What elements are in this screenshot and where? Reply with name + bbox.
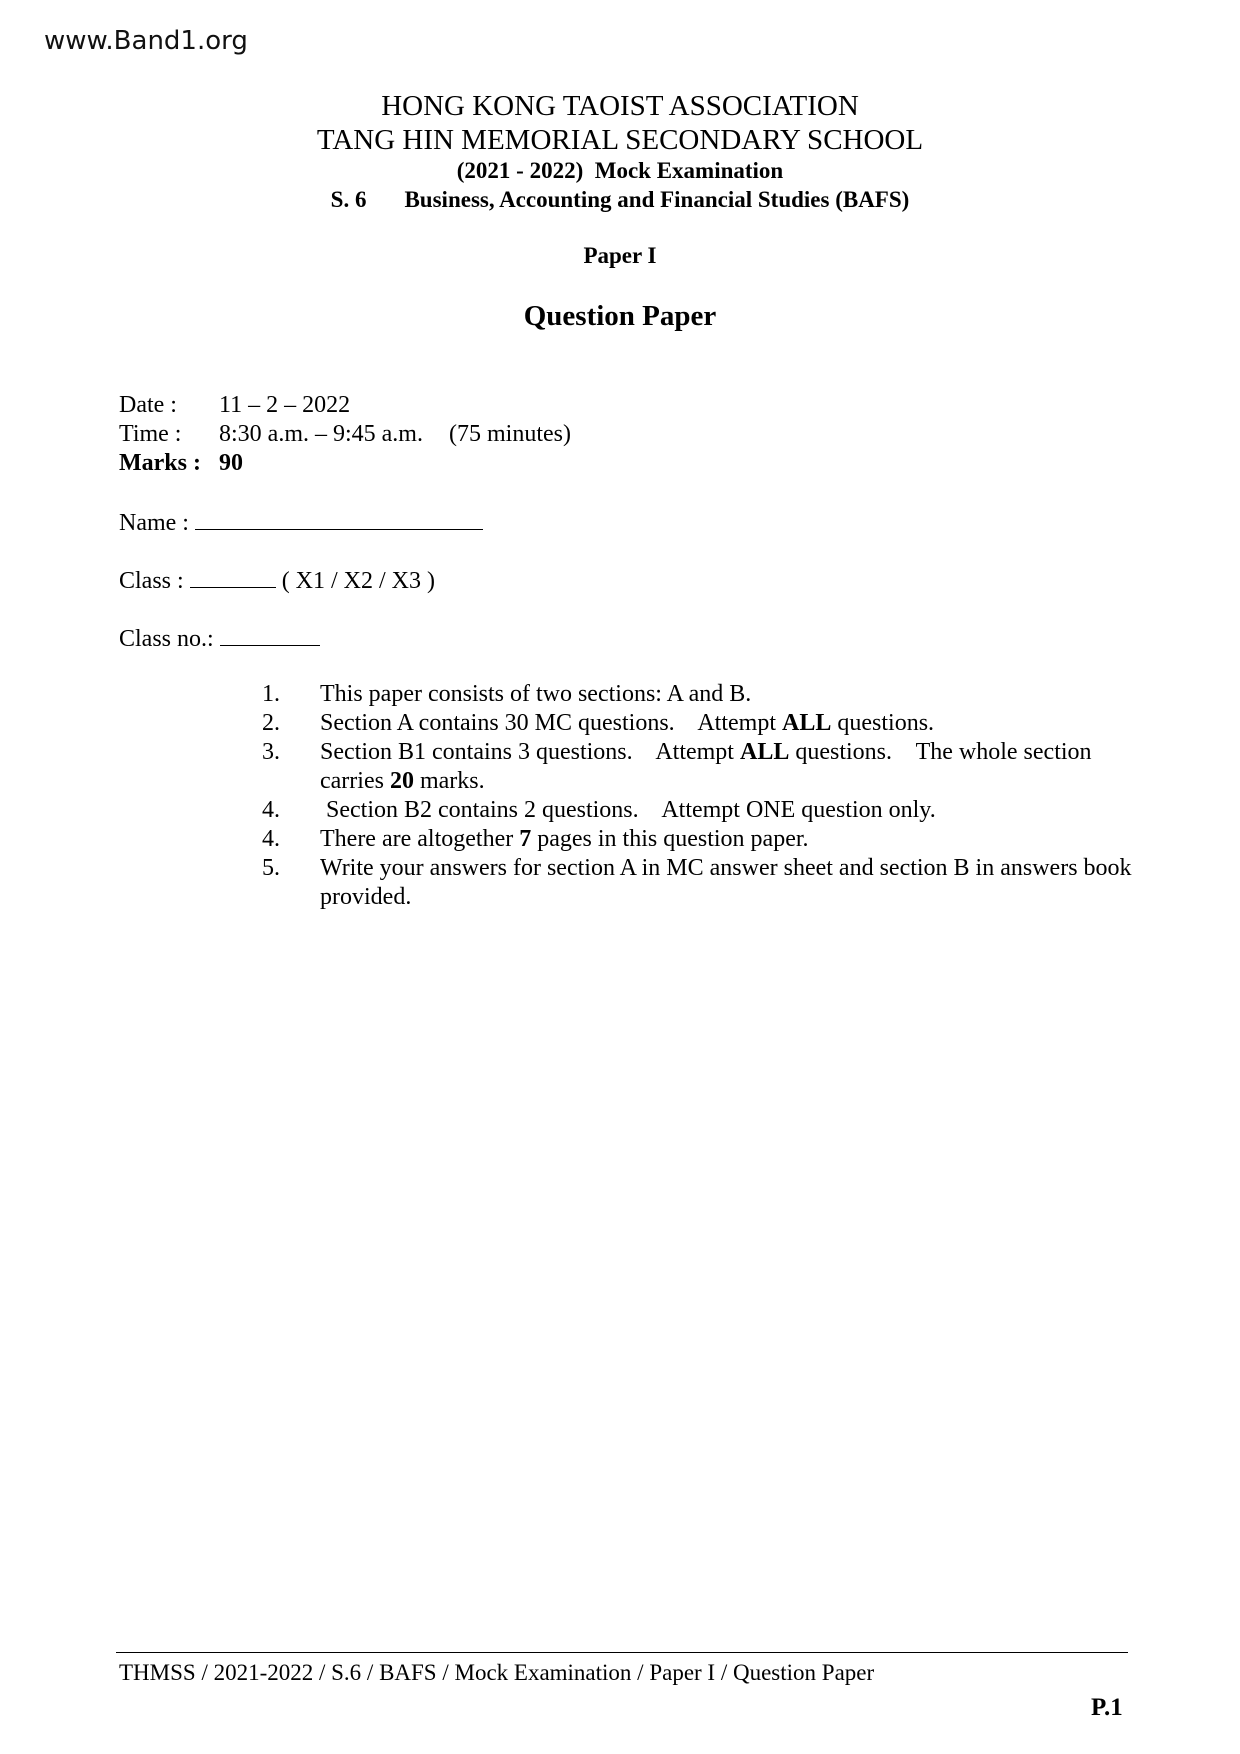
time-duration: (75 minutes) [448, 421, 571, 447]
footer-text: THMSS / 2021-2022 / S.6 / BAFS / Mock Examination / Paper I / Question Paper [119, 1660, 875, 1685]
school-name: TANG HIN MEMORIAL SECONDARY SCHOOL [316, 124, 924, 156]
instruction-item [262, 709, 1132, 738]
instruction-number: 4. [262, 826, 280, 852]
marks-label: Marks : [119, 450, 201, 476]
instruction-item [262, 796, 1132, 825]
instruction-text: Section B2 contains 2 questions. Attempt ONE question only. [326, 797, 936, 823]
class-no-label: Class no.: [119, 626, 214, 652]
instruction-item [262, 825, 1132, 854]
paper-number: Paper I [583, 243, 657, 268]
emphasis-all: ALL [782, 710, 832, 736]
form-code: S. 6 [330, 187, 367, 212]
date-row [119, 391, 350, 420]
instruction-number: 2. [262, 710, 280, 736]
instruction-text: Section A contains 30 MC questions. Attempt ALL questions. [320, 710, 935, 736]
class-label: Class : [119, 568, 184, 594]
document-title: Question Paper [523, 300, 717, 332]
instruction-text: Section B1 contains 3 questions. Attempt ALL questions. The whole section carries 20 marks. [320, 739, 1098, 794]
instruction-text: Write your answers for section A in MC answer sheet and section B in answers book provided. [320, 855, 1132, 910]
exam-title: (2021 - 2022) Mock Examination [456, 158, 784, 183]
date-value: 11 – 2 – 2022 [219, 392, 351, 418]
instruction-text: There are altogether 7 pages in this question paper. [320, 826, 809, 852]
marks-row [119, 449, 243, 478]
association-name: HONG KONG TAOIST ASSOCIATION [381, 90, 859, 122]
subject-name: Business, Accounting and Financial Studies (BAFS) [404, 187, 910, 212]
emphasis-marks: 20 [389, 768, 414, 794]
instruction-text: This paper consists of two sections: A and B. [320, 681, 752, 707]
name-row [119, 507, 483, 538]
class-blank[interactable] [190, 565, 276, 588]
time-label: Time : [119, 421, 182, 447]
date-label: Date : [119, 392, 177, 418]
instruction-number: 3. [262, 739, 280, 765]
instructions-list [262, 680, 1132, 912]
name-blank[interactable] [195, 507, 483, 530]
class-no-row [119, 623, 320, 654]
watermark-url: www.Band1.org [44, 26, 248, 56]
class-no-blank[interactable] [220, 623, 320, 646]
instruction-number: 1. [262, 681, 280, 707]
time-row [119, 420, 571, 449]
emphasis-pages: 7 [519, 826, 532, 852]
subject-line [0, 186, 1240, 214]
emphasis-all: ALL [739, 739, 790, 765]
instruction-item [262, 680, 1132, 709]
class-row [119, 565, 435, 596]
page-number: P.1 [1091, 1694, 1123, 1721]
instruction-item [262, 854, 1132, 912]
footer-divider [116, 1652, 1128, 1653]
instruction-number: 5. [262, 855, 280, 881]
instruction-number: 4. [262, 797, 280, 823]
class-options: ( X1 / X2 / X3 ) [281, 568, 436, 594]
marks-value: 90 [219, 450, 243, 476]
name-label: Name : [119, 510, 189, 536]
time-value: 8:30 a.m. – 9:45 a.m. [219, 421, 423, 447]
instruction-item [262, 738, 1132, 796]
